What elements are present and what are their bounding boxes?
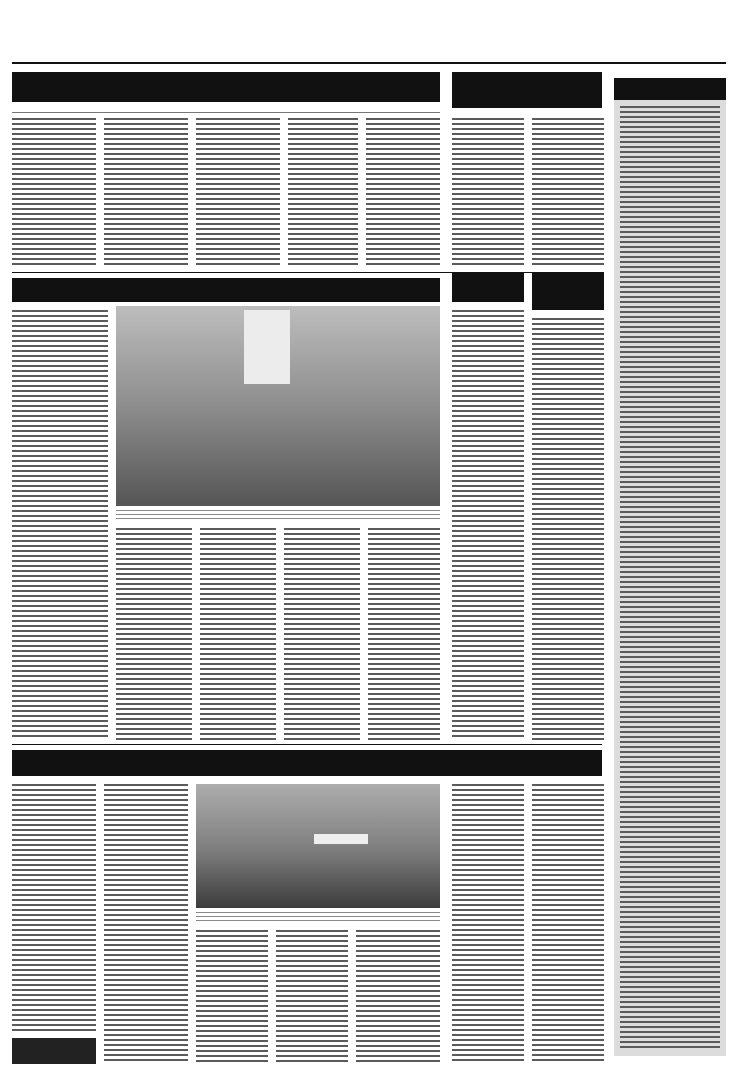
article-3-body — [532, 318, 604, 740]
quote-body-col-3 — [200, 528, 276, 740]
lead-body-col-2 — [104, 118, 188, 268]
lead-body-col-1 — [12, 118, 96, 268]
lead-body-col-3 — [196, 118, 280, 268]
article-headline-2 — [452, 272, 524, 302]
sidebar-column — [614, 78, 726, 1056]
right-body-col-1 — [452, 118, 524, 266]
bottom-headline — [12, 750, 602, 776]
section-rule-bottom — [12, 744, 602, 745]
bottom-body-col-2 — [104, 784, 188, 1064]
quote-body-col-1 — [12, 310, 108, 740]
quote-body-col-4 — [284, 528, 360, 740]
sidebar-text — [620, 106, 720, 1050]
bottom-body-col-6 — [452, 784, 524, 1064]
right-body-col-2 — [532, 118, 604, 266]
lead-body-col-5 — [366, 118, 440, 268]
train-photo — [196, 784, 440, 908]
lead-rule — [12, 112, 440, 113]
quote-headline — [12, 278, 440, 302]
bottom-body-col-1 — [12, 784, 96, 1034]
sidebar-header — [614, 78, 726, 100]
article-2-body — [452, 310, 524, 740]
train-photo-caption — [196, 912, 440, 924]
bottom-body-col-5 — [356, 930, 440, 1064]
lead-headline — [12, 72, 440, 102]
article-headline-3 — [532, 272, 604, 310]
pulpit-photo-caption — [116, 510, 440, 522]
header-rule — [12, 62, 726, 64]
bottom-body-col-4 — [276, 930, 348, 1064]
bottom-body-col-3 — [196, 930, 268, 1064]
quote-body-col-5 — [368, 528, 440, 740]
bottom-badge — [12, 1038, 96, 1064]
lead-body-col-4 — [288, 118, 358, 268]
pulpit-photo — [116, 306, 440, 506]
right-headline — [452, 72, 602, 108]
bottom-body-col-7 — [532, 784, 604, 1064]
quote-body-col-2 — [116, 528, 192, 740]
